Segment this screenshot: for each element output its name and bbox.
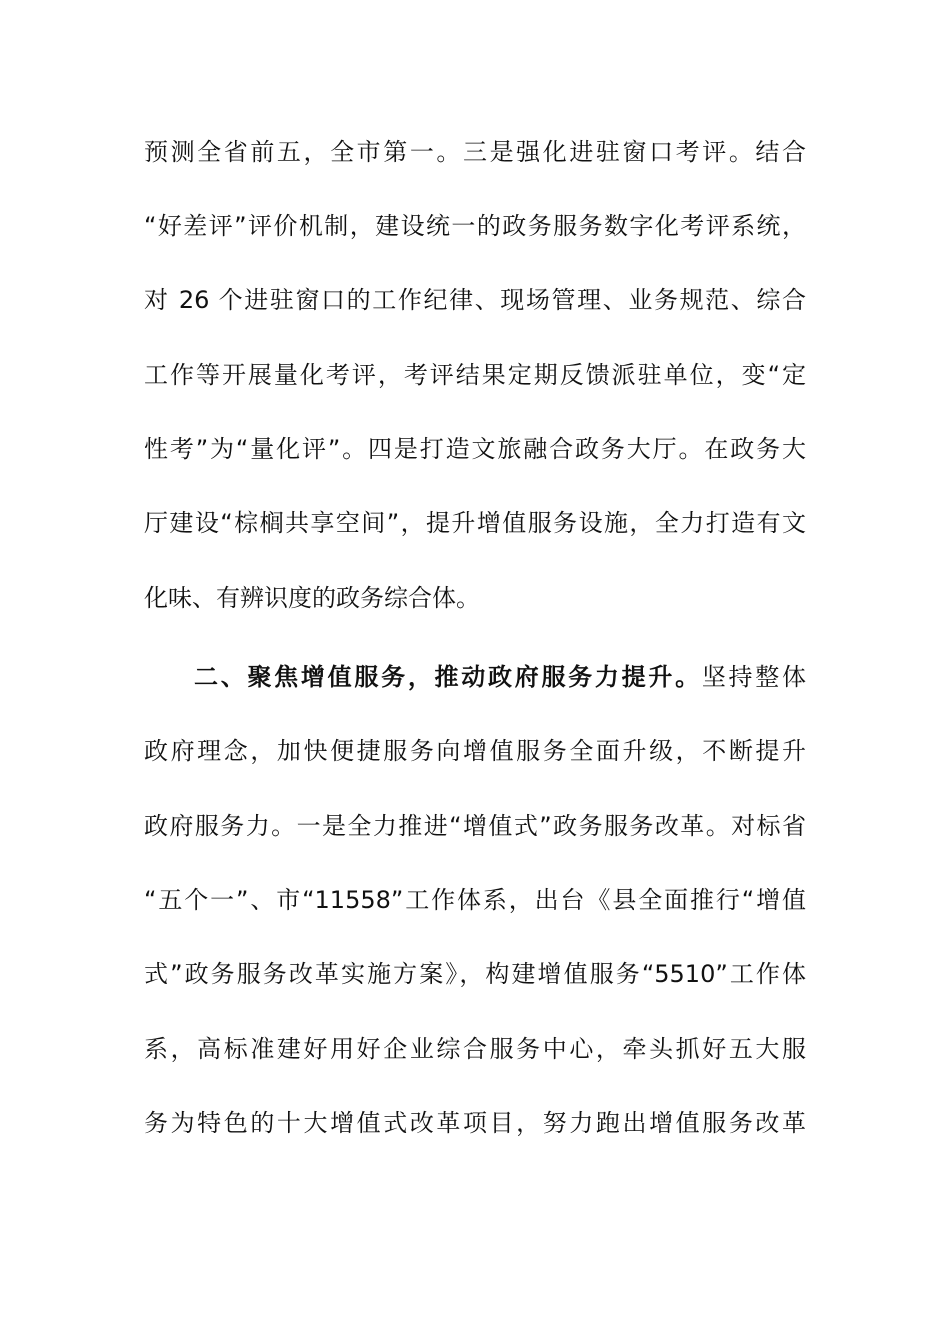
paragraph-line: 对 26 个进驻窗口的工作纪律、现场管理、业务规范、综合	[144, 286, 806, 314]
paragraph-line: 政府理念，加快便捷服务向增值服务全面升级，不断提升	[144, 737, 806, 765]
section-heading-line	[194, 657, 806, 697]
paragraph-line: 预测全省前五，全市第一。三是强化进驻窗口考评。结合	[144, 138, 806, 166]
heading-line-rest: 坚持整体	[701, 663, 807, 691]
paragraph-line: 式”政务服务改革实施方案》，构建增值服务“5510”工作体	[144, 960, 806, 988]
paragraph-line: 厅建设“棕榈共享空间”，提升增值服务设施，全力打造有文	[144, 509, 806, 537]
section-heading: 二、聚焦增值服务，推动政府服务力提升。	[194, 663, 702, 691]
paragraph-line: 性考”为“量化评”。四是打造文旅融合政务大厅。在政务大	[144, 435, 806, 463]
paragraph-line: 工作等开展量化考评，考评结果定期反馈派驻单位，变“定	[144, 361, 806, 389]
paragraph-line: 务为特色的十大增值式改革项目，努力跑出增值服务改革	[144, 1109, 806, 1137]
paragraph-line: 化味、有辨识度的政务综合体。	[144, 584, 480, 612]
paragraph-line: 政府服务力。一是全力推进“增值式”政务服务改革。对标省	[144, 812, 806, 840]
paragraph-line: “五个一”、市“11558”工作体系，出台《县全面推行“增值	[144, 886, 806, 914]
paragraph-line: 系，高标准建好用好企业综合服务中心，牵头抓好五大服	[144, 1035, 806, 1063]
paragraph-line: “好差评”评价机制，建设统一的政务服务数字化考评系统，	[144, 212, 806, 240]
